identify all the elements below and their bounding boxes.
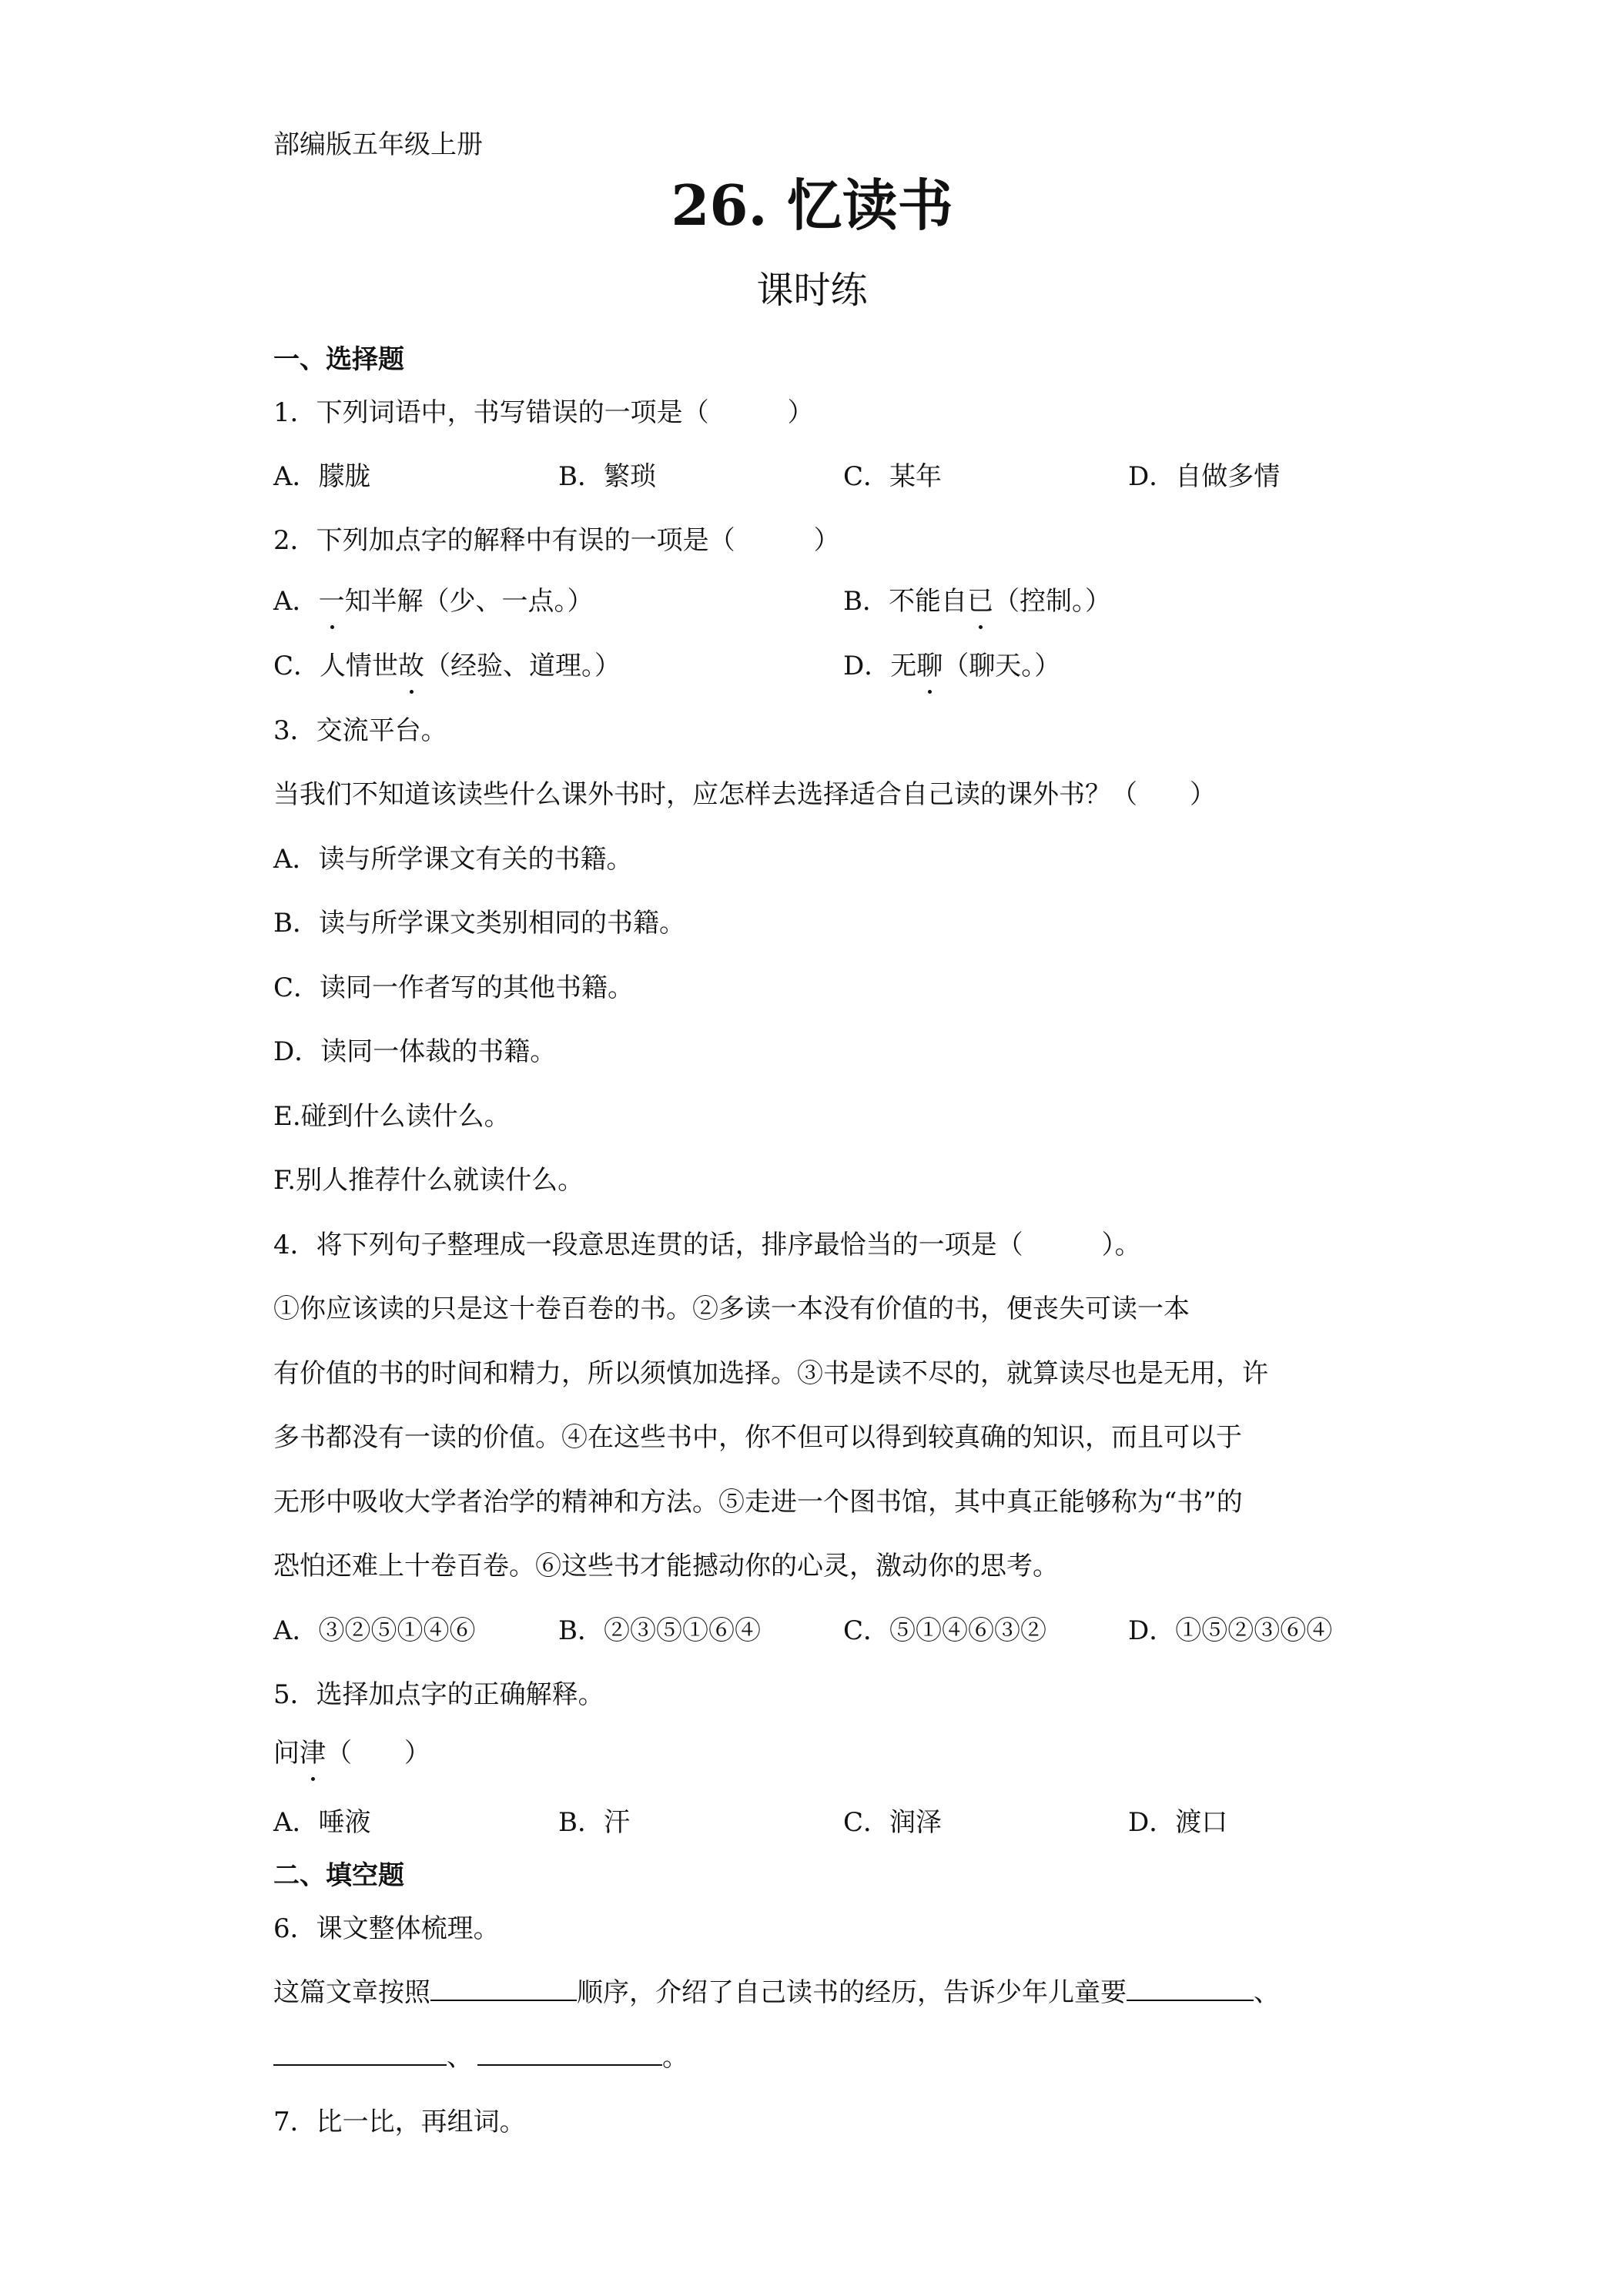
q6-period: 。 [662, 2042, 688, 2073]
q2-option-b [843, 584, 1111, 618]
q2-option-d-text: （聊天。） [943, 651, 1061, 681]
question-6-stem: 6．课文整体梳理。 [273, 1913, 500, 1944]
q5-option-a: A．唾液 [273, 1807, 371, 1838]
q2-option-b-text: （控制。） [993, 586, 1111, 617]
page-title: 26. 忆读书 [671, 172, 953, 238]
q6-text-middle: 顺序，介绍了自己读书的经历，告诉少年儿童要 [577, 1977, 1127, 2008]
q5-word-pre: 问 [273, 1738, 300, 1769]
q4-option-b: B．②③⑤①⑥④ [558, 1615, 761, 1646]
question-3-prompt: 当我们不知道该读些什么课外书时，应怎样去选择适合自己读的课外书？（ ） [273, 779, 1216, 810]
q3-option-b: B．读与所学课文类别相同的书籍。 [273, 908, 685, 939]
q2-option-a-text: 知半解（少、一点。） [344, 586, 594, 617]
q6-blank-3[interactable] [477, 2041, 662, 2066]
q4-option-a: A．③②⑤①④⑥ [273, 1615, 476, 1646]
q6-blank-order[interactable] [430, 1976, 577, 2001]
q2-option-b-label: B．不能自 [843, 586, 967, 617]
q2-option-d [843, 649, 1060, 683]
section-heading-fill: 二、填空题 [273, 1860, 404, 1891]
q1-option-b: B．繁琐 [558, 461, 656, 492]
q4-option-d: D．①⑤②③⑥④ [1128, 1615, 1333, 1646]
q6-blank-2[interactable] [273, 2041, 447, 2066]
q6-line-1 [273, 1976, 1280, 2010]
q3-option-f: F.别人推荐什么就读什么。 [273, 1165, 584, 1196]
q2-option-c-dotted-char: 故 [398, 651, 425, 681]
question-3-stem: 3．交流平台。 [273, 715, 447, 746]
q2-option-b-dotted-char: 已 [967, 586, 993, 617]
q4-passage-line: 无形中吸收大学者治学的精神和方法。⑤走进一个图书馆，其中真正能够称为“书”的 [273, 1487, 1243, 1518]
q2-option-a-dotted-char: 一 [318, 586, 345, 617]
q6-blank-1[interactable] [1127, 1976, 1254, 2001]
q2-option-c-label: C．人情世 [273, 651, 399, 681]
q1-option-d: D．自做多情 [1128, 461, 1281, 492]
q5-option-b: B．汗 [558, 1807, 630, 1838]
q2-option-d-dotted-char: 聊 [916, 651, 943, 681]
q6-separator: 、 [447, 2042, 473, 2073]
question-7-stem: 7．比一比，再组词。 [273, 2107, 526, 2137]
question-4-stem: 4．将下列句子整理成一段意思连贯的话，排序最恰当的一项是（ ）。 [273, 1230, 1141, 1260]
q2-option-c-text: （经验、道理。） [424, 651, 621, 681]
q5-word-bracket: （ ） [326, 1738, 430, 1769]
q1-option-c: C．某年 [843, 461, 943, 492]
q4-passage-line: ①你应该读的只是这十卷百卷的书。②多读一本没有价值的书，便丧失可读一本 [273, 1294, 1190, 1324]
q3-option-c: C．读同一作者写的其他书籍。 [273, 972, 635, 1003]
q2-option-d-label: D．无 [843, 651, 917, 681]
edition-label: 部编版五年级上册 [273, 129, 483, 160]
q4-passage-line: 有价值的书的时间和精力，所以须慎加选择。③书是读不尽的，就算读尽也是无用，许 [273, 1358, 1268, 1389]
q5-option-d: D．渡口 [1128, 1807, 1228, 1838]
question-5-stem: 5．选择加点字的正确解释。 [273, 1679, 604, 1710]
section-heading-choice: 一、选择题 [273, 344, 404, 375]
page-subtitle: 课时练 [756, 269, 868, 312]
question-1-stem: 1．下列词语中，书写错误的一项是（ ） [273, 397, 814, 428]
q5-word [273, 1736, 430, 1770]
q5-word-dotted-char: 津 [300, 1738, 326, 1769]
q5-option-c: C．润泽 [843, 1807, 943, 1838]
q1-option-a: A．朦胧 [273, 461, 371, 492]
q6-text-order: 这篇文章按照 [273, 1977, 430, 2008]
q2-option-c [273, 649, 621, 683]
q2-option-a-label: A． [273, 586, 319, 617]
q3-option-a: A．读与所学课文有关的书籍。 [273, 844, 633, 875]
q6-line-2 [273, 2040, 688, 2074]
q2-option-a [273, 584, 594, 618]
q6-separator: 、 [1254, 1977, 1280, 2008]
q3-option-e: E.碰到什么读什么。 [273, 1101, 511, 1132]
question-2-stem: 2．下列加点字的解释中有误的一项是（ ） [273, 525, 840, 556]
q4-passage-line: 恐怕还难上十卷百卷。⑥这些书才能撼动你的心灵，激动你的思考。 [273, 1551, 1059, 1581]
q3-option-d: D．读同一体裁的书籍。 [273, 1036, 557, 1067]
q4-option-c: C．⑤①④⑥③② [843, 1615, 1047, 1646]
q4-passage-line: 多书都没有一读的价值。④在这些书中，你不但可以得到较真确的知识，而且可以于 [273, 1422, 1242, 1453]
